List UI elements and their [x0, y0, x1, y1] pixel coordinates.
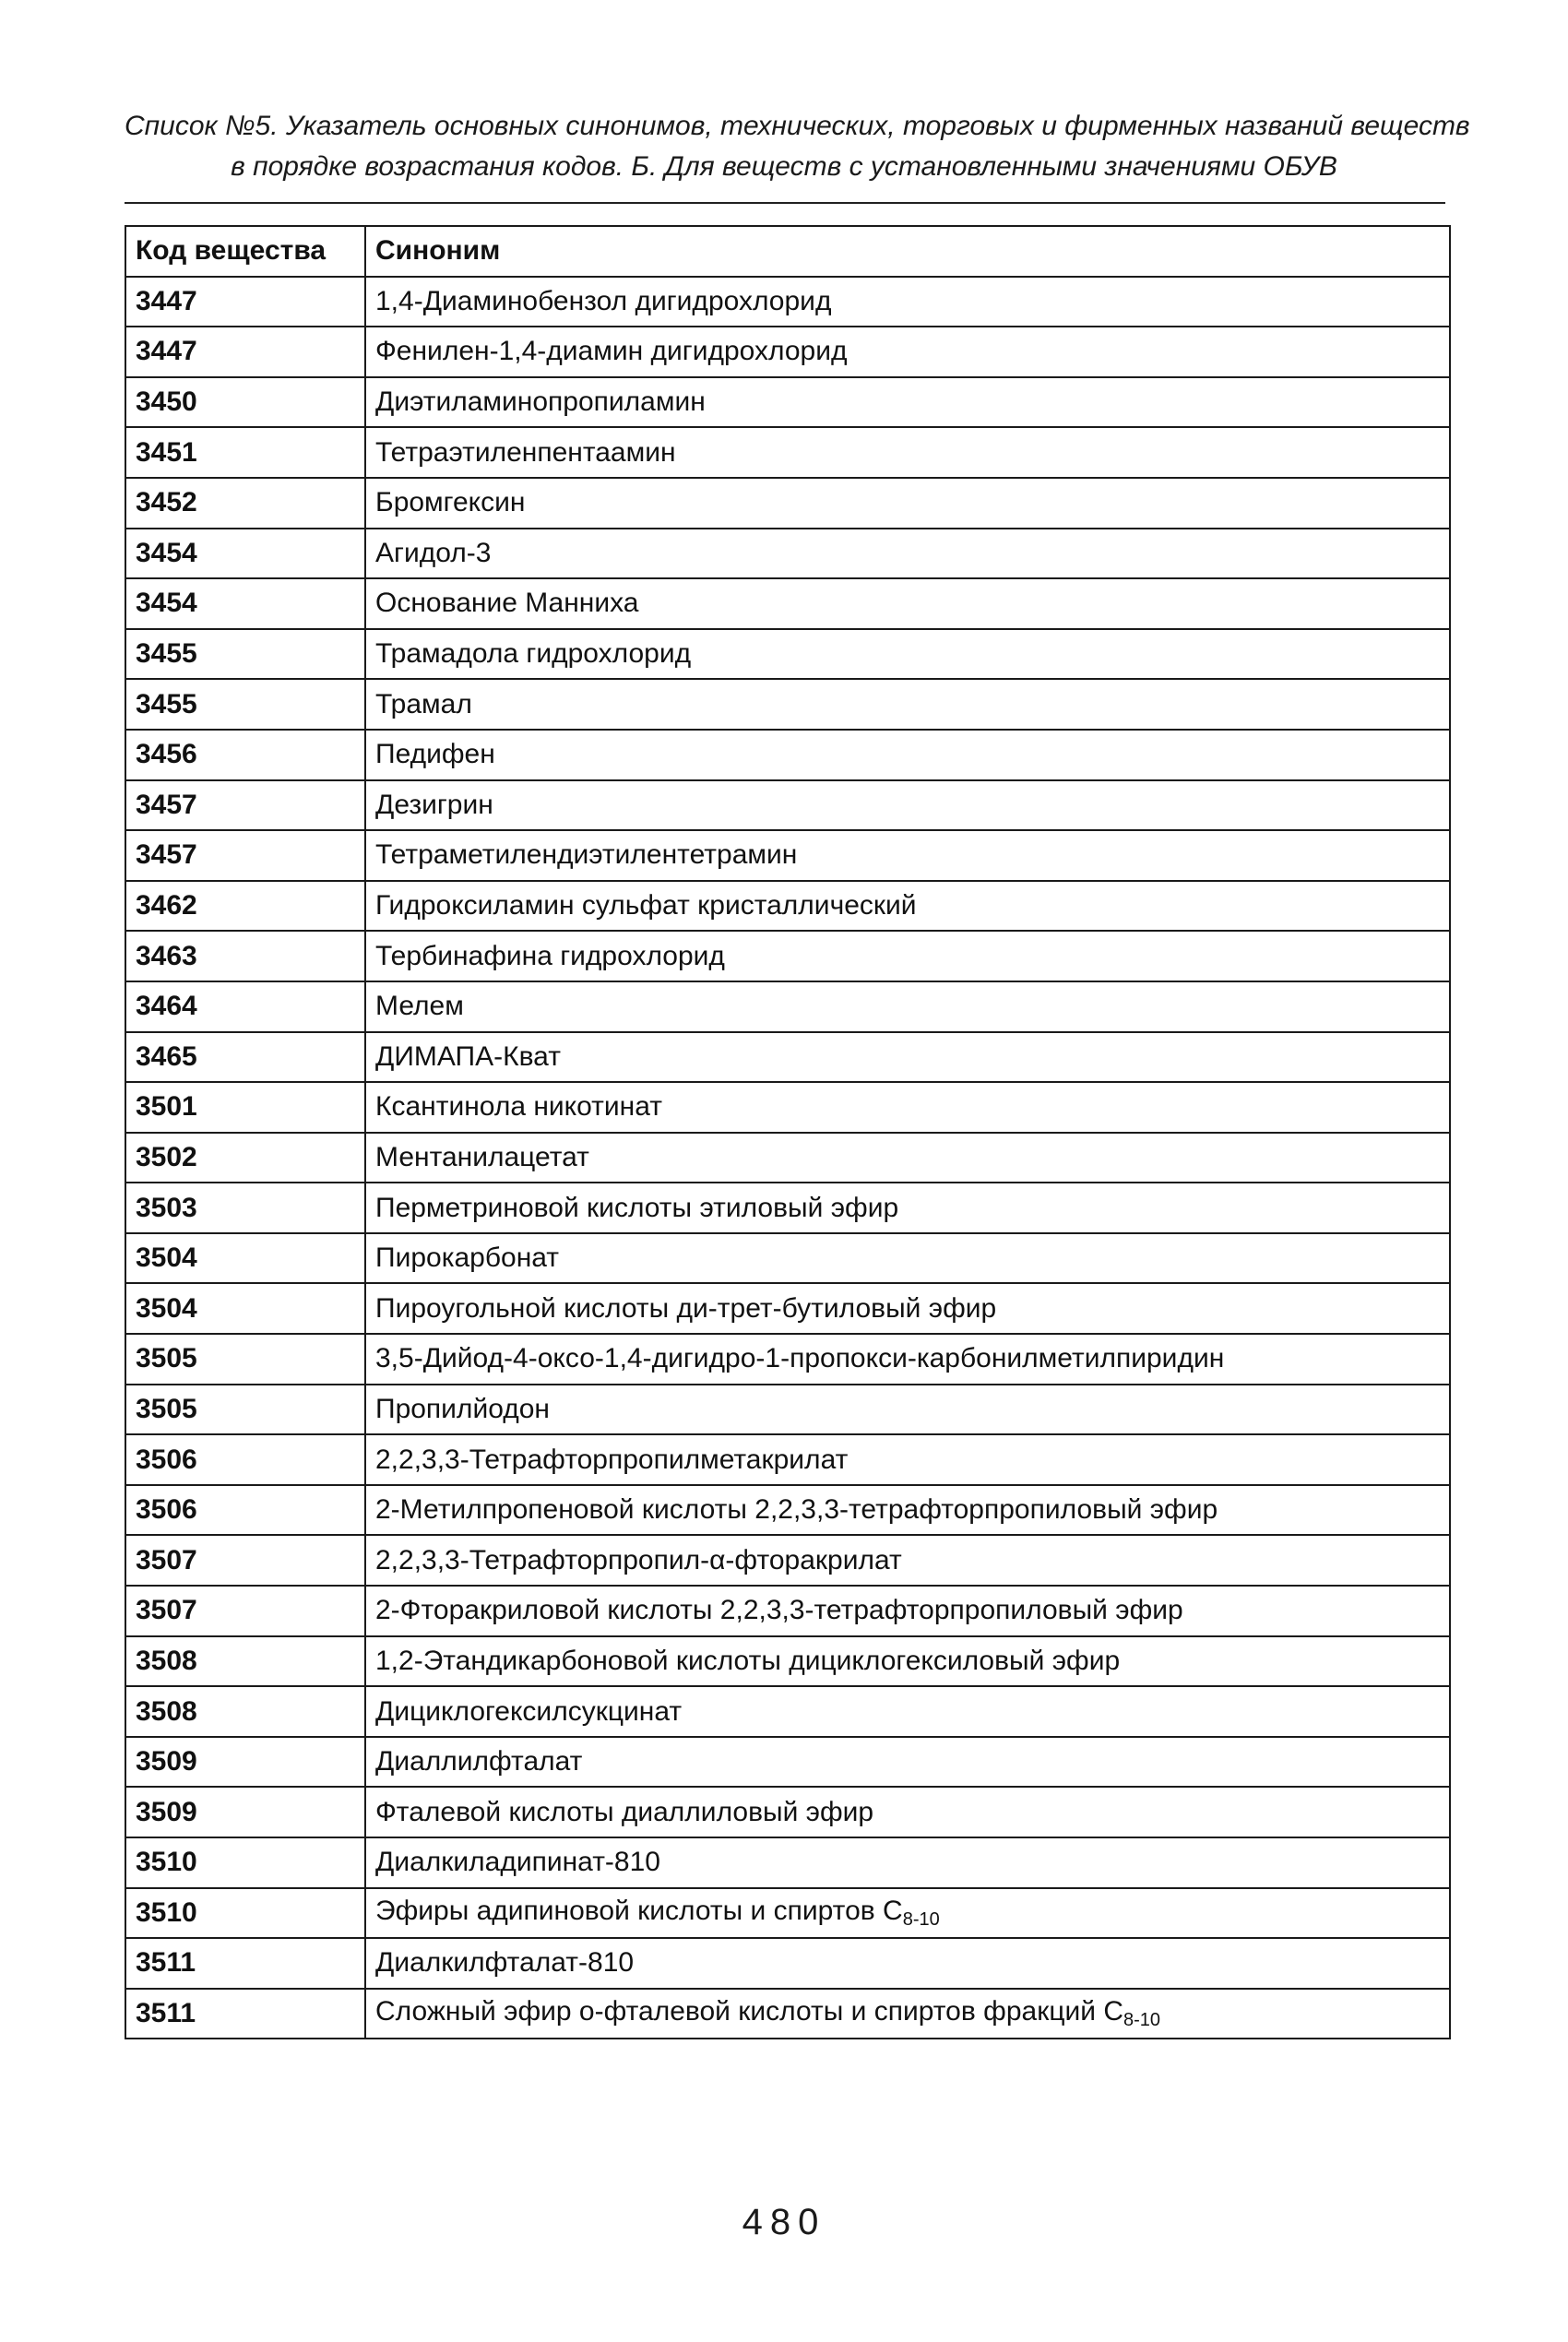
synonym-text: Тетраметилендиэтилентетрамин: [375, 839, 798, 871]
synonym-text: Пироугольной кислоты ди-трет-бутиловый эфир: [375, 1292, 997, 1324]
synonym-cell: [365, 1787, 1450, 1837]
synonym-cell: [365, 1837, 1450, 1888]
table-row: [125, 1032, 1450, 1083]
synonym-text: Фенилен-1,4-диамин дигидрохлорид: [375, 336, 848, 367]
synonym-text: Диэтиламинопропиламин: [375, 386, 706, 418]
header-line-1: Список №5. Указатель основных синонимов, технических, торговых и фирменных названий веществ: [125, 111, 1470, 141]
table-row: [125, 578, 1450, 629]
table-row: [125, 529, 1450, 579]
substance-code-cell: 3505: [125, 1334, 365, 1385]
synonym-text: Тетраэтиленпентаамин: [375, 436, 676, 468]
substance-code-cell: 3451: [125, 427, 365, 478]
substance-code-cell: 3505: [125, 1385, 365, 1435]
synonym-text: 1,4-Диаминобензол дигидрохлорид: [375, 285, 832, 316]
substance-code-cell: 3508: [125, 1686, 365, 1737]
substance-code-cell: 3506: [125, 1485, 365, 1536]
substance-code-cell: 3455: [125, 629, 365, 680]
table-row: [125, 277, 1450, 327]
synonym-cell: [365, 830, 1450, 881]
synonym-text: Дициклогексилсукцинат: [375, 1695, 683, 1727]
table-row: [125, 1233, 1450, 1284]
synonym-text: Педифен: [375, 739, 495, 770]
synonym-text: Сложный эфир о-фталевой кислоты и спиртов фракций C: [375, 1996, 1124, 2027]
table-row: [125, 478, 1450, 529]
synonym-cell: [365, 1334, 1450, 1385]
synonym-text: Диалкилфталат-810: [375, 1947, 635, 1979]
synonym-cell: [365, 1586, 1450, 1636]
synonym-text: 3,5-Дийод-4-оксо-1,4-дигидро-1-пропокси-карбонилметилпиридин: [375, 1343, 1225, 1374]
table-row: [125, 1989, 1450, 2039]
table-row: [125, 931, 1450, 981]
substance-code-cell: 3462: [125, 881, 365, 932]
synonym-text: Трамал: [375, 688, 472, 719]
synonym-text: 2,2,3,3-Тетрафторпропил-α-фторакрилат: [375, 1544, 902, 1575]
substance-code-cell: 3506: [125, 1434, 365, 1485]
table-header-row: [125, 226, 1450, 277]
page-number: 480: [742, 2202, 826, 2242]
synonym-text: 2-Метилпропеновой кислоты 2,2,3,3-тетрафторпропиловый эфир: [375, 1494, 1218, 1526]
synonym-cell: [365, 1485, 1450, 1536]
substance-code-cell: 3455: [125, 679, 365, 730]
substance-code-cell: 3510: [125, 1888, 365, 1939]
table-row: [125, 1485, 1450, 1536]
synonym-text: 2-Фторакриловой кислоты 2,2,3,3-тетрафторпропиловый эфир: [375, 1595, 1183, 1626]
header-divider: [125, 202, 1445, 204]
table-row: [125, 679, 1450, 730]
substance-code-cell: 3501: [125, 1082, 365, 1133]
substance-code-cell: 3447: [125, 327, 365, 377]
synonym-cell: [365, 1938, 1450, 1989]
table-row: [125, 730, 1450, 780]
substance-code-cell: 3450: [125, 377, 365, 428]
synonym-cell: [365, 377, 1450, 428]
table-row: [125, 629, 1450, 680]
synonym-cell: [365, 1989, 1450, 2039]
table-row: [125, 1133, 1450, 1183]
synonym-cell: [365, 1233, 1450, 1284]
page-header: [125, 106, 1470, 187]
table-row: [125, 1283, 1450, 1334]
synonym-text: 2,2,3,3-Тетрафторпропилметакрилат: [375, 1444, 849, 1475]
synonym-cell: [365, 1032, 1450, 1083]
table-row: [125, 1334, 1450, 1385]
table-row: [125, 1787, 1450, 1837]
synonym-text: Основание Манниха: [375, 588, 639, 619]
table-row: [125, 1737, 1450, 1788]
synonym-text: Мелем: [375, 991, 464, 1022]
column-header-synonym: Синоним: [365, 226, 1450, 277]
subscript-text: 8-10: [1123, 2010, 1161, 2031]
substance-code-cell: 3507: [125, 1535, 365, 1586]
synonym-cell: [365, 881, 1450, 932]
synonym-text: Пропилйодон: [375, 1393, 550, 1424]
synonym-cell: [365, 931, 1450, 981]
synonym-cell: [365, 578, 1450, 629]
synonym-cell: [365, 478, 1450, 529]
synonym-cell: [365, 1283, 1450, 1334]
table-row: [125, 327, 1450, 377]
table-row: [125, 1686, 1450, 1737]
synonym-text: 1,2-Этандикарбоновой кислоты дициклогексиловый эфир: [375, 1645, 1121, 1676]
synonym-text: Диаллилфталат: [375, 1746, 583, 1777]
header-line-2: в порядке возрастания кодов. Б. Для веществ с установленными значениями ОБУВ: [231, 151, 1337, 182]
synonym-text: Эфиры адипиновой кислоты и спиртов C: [375, 1895, 903, 1926]
synonym-cell: [365, 1535, 1450, 1586]
table-body: [125, 277, 1450, 2039]
substance-code-cell: 3511: [125, 1938, 365, 1989]
synonym-text: Трамадола гидрохлорид: [375, 638, 692, 670]
synonym-text: Дезигрин: [375, 789, 493, 820]
substance-code-cell: 3464: [125, 981, 365, 1032]
substance-code-cell: 3511: [125, 1989, 365, 2039]
substance-code-cell: 3502: [125, 1133, 365, 1183]
synonym-cell: [365, 1737, 1450, 1788]
table-row: [125, 377, 1450, 428]
table-row: [125, 1837, 1450, 1888]
substance-code-cell: 3509: [125, 1787, 365, 1837]
synonym-cell: [365, 981, 1450, 1032]
synonym-text: ДИМАПА-Кват: [375, 1040, 561, 1072]
substance-code-cell: 3508: [125, 1636, 365, 1687]
substance-code-cell: 3509: [125, 1737, 365, 1788]
table-row: [125, 1586, 1450, 1636]
synonym-text: Ксантинола никотинат: [375, 1091, 662, 1123]
substance-code-cell: 3454: [125, 529, 365, 579]
synonym-text: Гидроксиламин сульфат кристаллический: [375, 890, 917, 921]
table-row: [125, 427, 1450, 478]
synonym-text: Фталевой кислоты диаллиловый эфир: [375, 1796, 874, 1827]
table-row: [125, 1535, 1450, 1586]
substance-code-cell: 3507: [125, 1586, 365, 1636]
synonym-cell: [365, 1636, 1450, 1687]
synonym-cell: [365, 679, 1450, 730]
synonym-cell: [365, 1385, 1450, 1435]
synonym-text: Агидол-3: [375, 537, 492, 568]
table-row: [125, 1082, 1450, 1133]
synonym-cell: [365, 1888, 1450, 1939]
table-row: [125, 1385, 1450, 1435]
substance-code-cell: 3456: [125, 730, 365, 780]
synonym-cell: [365, 427, 1450, 478]
synonym-text: Ментанилацетат: [375, 1141, 589, 1172]
synonym-text: Тербинафина гидрохлорид: [375, 940, 725, 971]
synonym-cell: [365, 1686, 1450, 1737]
substance-code-cell: 3457: [125, 780, 365, 831]
table-row: [125, 830, 1450, 881]
synonym-cell: [365, 1183, 1450, 1233]
substance-code-cell: 3503: [125, 1183, 365, 1233]
synonym-cell: [365, 1434, 1450, 1485]
synonym-text: Бромгексин: [375, 487, 526, 518]
substance-code-cell: 3504: [125, 1233, 365, 1284]
table-row: [125, 1636, 1450, 1687]
table-row: [125, 1434, 1450, 1485]
synonym-cell: [365, 629, 1450, 680]
synonym-cell: [365, 529, 1450, 579]
synonym-cell: [365, 780, 1450, 831]
table-row: [125, 881, 1450, 932]
substance-code-cell: 3452: [125, 478, 365, 529]
table-row: [125, 1938, 1450, 1989]
subscript-text: 8-10: [902, 1908, 940, 1930]
substance-code-cell: 3463: [125, 931, 365, 981]
synonym-text: Перметриновой кислоты этиловый эфир: [375, 1192, 899, 1223]
substance-code-cell: 3447: [125, 277, 365, 327]
synonym-cell: [365, 277, 1450, 327]
substance-code-cell: 3504: [125, 1283, 365, 1334]
table-row: [125, 1183, 1450, 1233]
synonym-cell: [365, 327, 1450, 377]
synonym-text: Диалкиладипинат-810: [375, 1847, 660, 1878]
substance-code-cell: 3457: [125, 830, 365, 881]
synonym-text: Пирокарбонат: [375, 1242, 560, 1274]
table-row: [125, 780, 1450, 831]
synonym-cell: [365, 1082, 1450, 1133]
substance-code-cell: 3510: [125, 1837, 365, 1888]
table-row: [125, 1888, 1450, 1939]
substance-code-cell: 3465: [125, 1032, 365, 1083]
synonyms-table: [125, 225, 1451, 2039]
synonym-cell: [365, 730, 1450, 780]
column-header-code: Код вещества: [125, 226, 365, 277]
synonym-cell: [365, 1133, 1450, 1183]
substance-code-cell: 3454: [125, 578, 365, 629]
table-row: [125, 981, 1450, 1032]
